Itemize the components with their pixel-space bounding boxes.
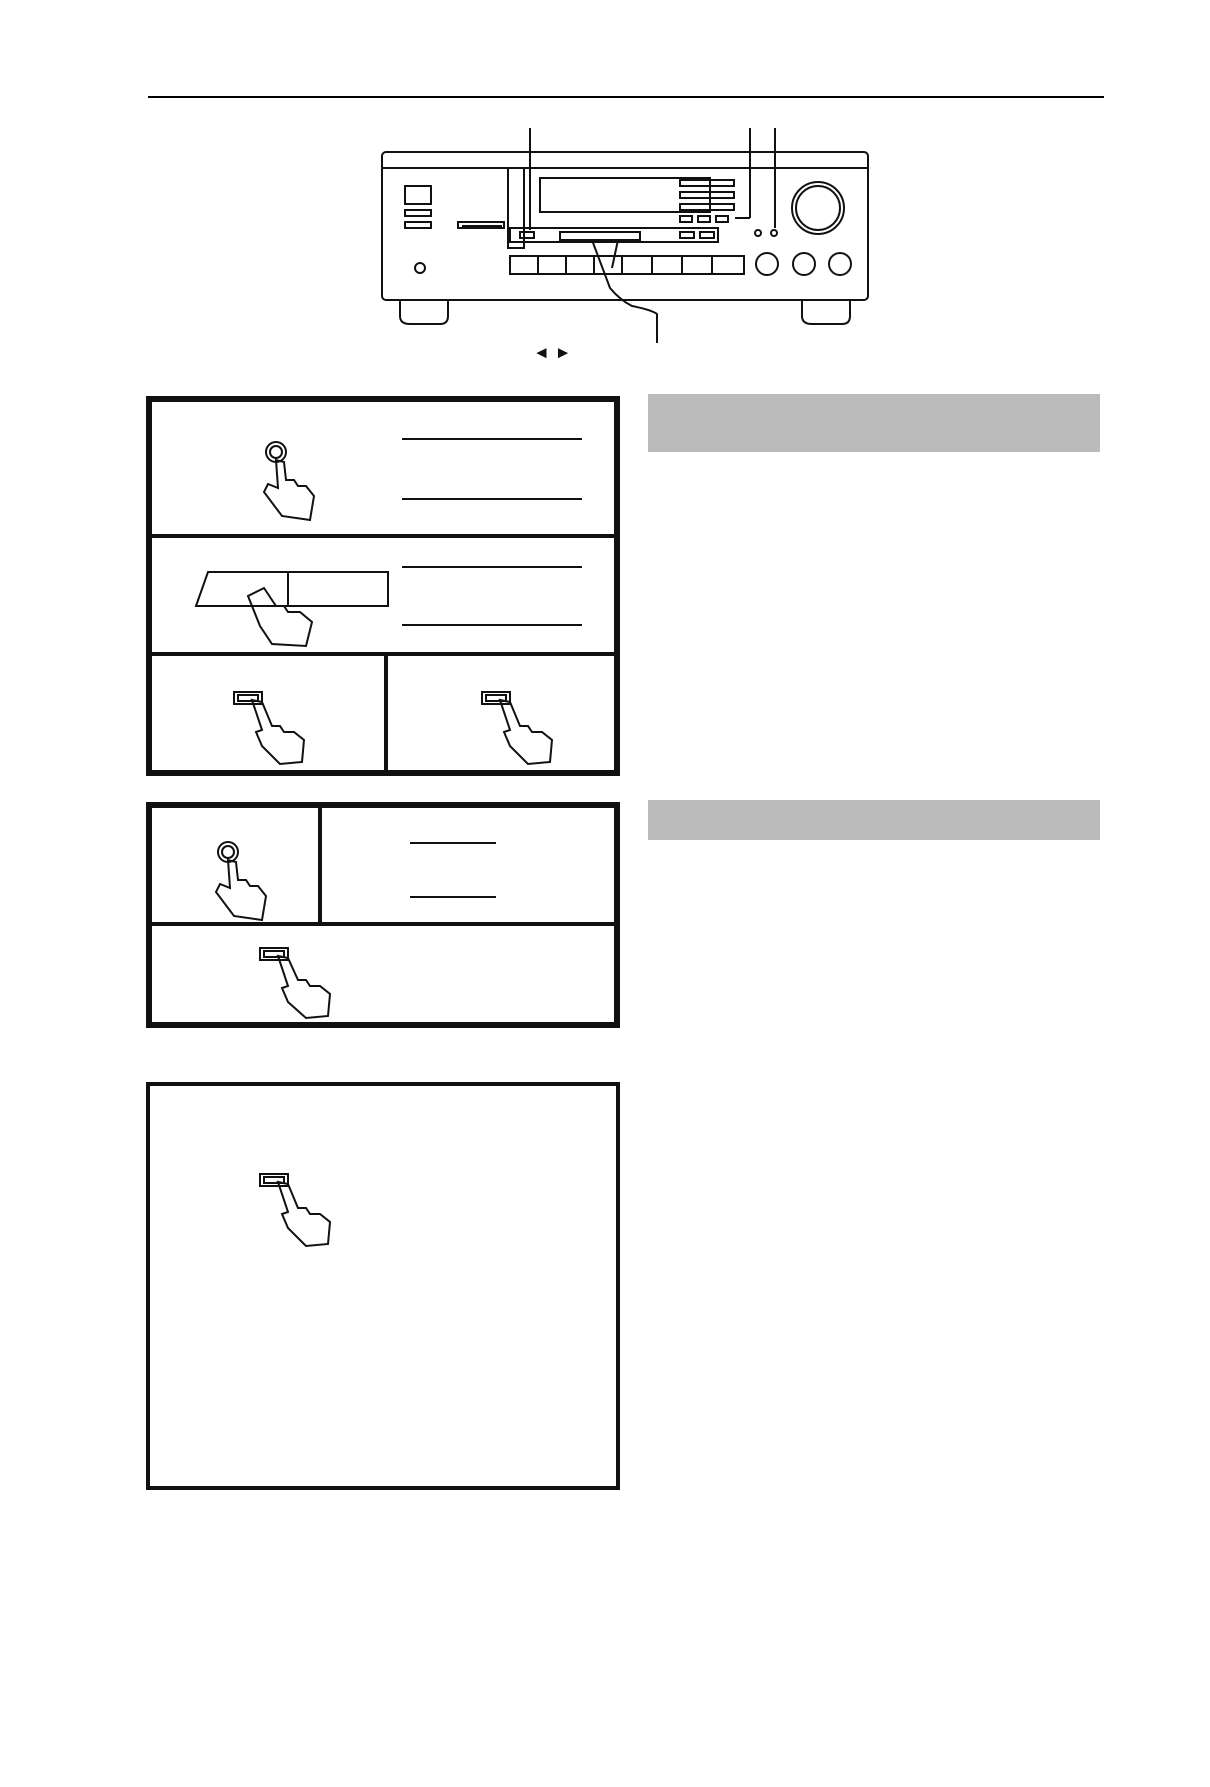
spacer29 [220, 1672, 221, 1673]
lcd-line-bottom [402, 498, 582, 500]
spacer23 [220, 1660, 221, 1661]
spacer37 [220, 1688, 221, 1689]
lcd-line-top [410, 842, 496, 844]
lcd-line-bottom [402, 624, 582, 626]
spacer6 [220, 1622, 221, 1623]
spacer77 [220, 1768, 221, 1769]
spacer19 [220, 1652, 221, 1653]
lcd-line-top [402, 566, 582, 568]
spacer58 [220, 1730, 221, 1731]
spacer33 [220, 1680, 221, 1681]
spacer25 [220, 1664, 221, 1665]
hand-press-display-icon [258, 1172, 348, 1252]
hand-press-scan-icon [232, 690, 322, 770]
title-rule [148, 96, 1104, 98]
spacer67 [220, 1748, 221, 1749]
spacer62 [220, 1738, 221, 1739]
spacer2 [220, 1624, 221, 1625]
spacer44 [220, 1702, 221, 1703]
spacer76 [220, 1766, 221, 1767]
spacer7 [220, 1626, 221, 1627]
tuning-label-row [533, 343, 571, 363]
panel-display-steps [146, 1082, 620, 1490]
spacer71 [220, 1756, 221, 1757]
section-pty-text [648, 464, 1104, 550]
lcd-line-bottom [410, 896, 496, 898]
spacer49 [220, 1712, 221, 1713]
spacer46 [220, 1706, 221, 1707]
spacer20 [220, 1654, 221, 1655]
spacer10 [220, 1634, 221, 1635]
hand-press-icon [208, 838, 288, 924]
arrow-left-icon: ◄ [533, 343, 550, 362]
spacer82 [220, 1778, 221, 1779]
spacer48 [220, 1710, 221, 1711]
spacer60 [220, 1734, 221, 1735]
spacer35 [220, 1684, 221, 1685]
spacer75 [220, 1764, 221, 1765]
spacer14 [220, 1642, 221, 1643]
spacer39 [220, 1692, 221, 1693]
spacer38 [220, 1690, 221, 1691]
spacer69 [220, 1752, 221, 1753]
panel1-step2-cell [150, 534, 616, 656]
section-banner-pty [648, 394, 1100, 452]
spacer4 [220, 1618, 221, 1619]
spacer80 [220, 1774, 221, 1775]
spacer57 [220, 1728, 221, 1729]
panel-pty-steps [146, 396, 620, 776]
spacer64 [220, 1742, 221, 1743]
spacer42 [220, 1698, 221, 1699]
spacer72 [220, 1758, 221, 1759]
spacer66 [220, 1746, 221, 1747]
spacer21 [220, 1656, 221, 1657]
panel2-step1-cell [150, 806, 322, 926]
spacer68 [220, 1750, 221, 1751]
spacer36 [220, 1686, 221, 1687]
spacer30 [220, 1674, 221, 1675]
spacer47 [220, 1708, 221, 1709]
spacer5 [222, 1628, 223, 1629]
spacer28 [220, 1670, 221, 1671]
spacer63 [220, 1740, 221, 1741]
spacer59 [220, 1732, 221, 1733]
tuning-mini-label [212, 558, 237, 565]
spacer31 [220, 1676, 221, 1677]
section-banner-tp [648, 800, 1100, 840]
spacer17 [220, 1648, 221, 1649]
spacer26 [220, 1666, 221, 1667]
spacer24 [220, 1662, 221, 1663]
tuning-buttons-hand-icon [188, 566, 398, 648]
spacer70 [220, 1754, 221, 1755]
spacer13 [220, 1640, 221, 1641]
section-tp-text [648, 850, 1104, 916]
spacer40 [220, 1694, 221, 1695]
spacer56 [220, 1726, 221, 1727]
spacer61 [220, 1736, 221, 1737]
spacer83 [220, 1780, 221, 1781]
spacer55 [220, 1724, 221, 1725]
hand-press-scan-icon [480, 690, 570, 770]
spacer45 [220, 1704, 221, 1705]
spacer41 [220, 1696, 221, 1697]
spacer78 [220, 1770, 221, 1771]
spacer8 [220, 1620, 221, 1621]
spacer34 [220, 1682, 221, 1683]
spacer27 [220, 1668, 221, 1669]
hand-press-icon [254, 436, 324, 526]
panel1-step4-cell [386, 652, 616, 772]
panel-tp-steps [146, 802, 620, 1028]
receiver-illustration [370, 128, 880, 343]
lcd-line-top [402, 438, 582, 440]
hand-press-scan-icon [258, 946, 348, 1022]
spacer65 [220, 1744, 221, 1745]
panel1-step3-cell [150, 652, 386, 772]
panel2-lcd-cell [318, 806, 616, 926]
spacer12 [220, 1638, 221, 1639]
spacer43 [220, 1700, 221, 1701]
spacer51 [220, 1716, 221, 1717]
spacer9 [222, 1632, 223, 1633]
spacer79 [220, 1772, 221, 1773]
spacer11 [220, 1636, 221, 1637]
spacer3 [220, 1630, 221, 1631]
spacer50 [220, 1714, 221, 1715]
spacer [220, 1616, 221, 1617]
spacer32 [220, 1678, 221, 1679]
panel2-step2-cell [150, 922, 616, 1024]
spacer73 [220, 1760, 221, 1761]
spacer15 [220, 1644, 221, 1645]
spacer53 [220, 1720, 221, 1721]
spacer54 [220, 1722, 221, 1723]
panel1-step1-cell [150, 400, 616, 538]
spacer18 [220, 1650, 221, 1651]
spacer16 [220, 1646, 221, 1647]
spacer22 [220, 1658, 221, 1659]
spacer85 [220, 1784, 221, 1785]
spacer81 [220, 1776, 221, 1777]
spacer74 [220, 1762, 221, 1763]
arrow-right-icon: ► [554, 343, 572, 362]
spacer84 [220, 1782, 221, 1783]
spacer52 [220, 1718, 221, 1719]
